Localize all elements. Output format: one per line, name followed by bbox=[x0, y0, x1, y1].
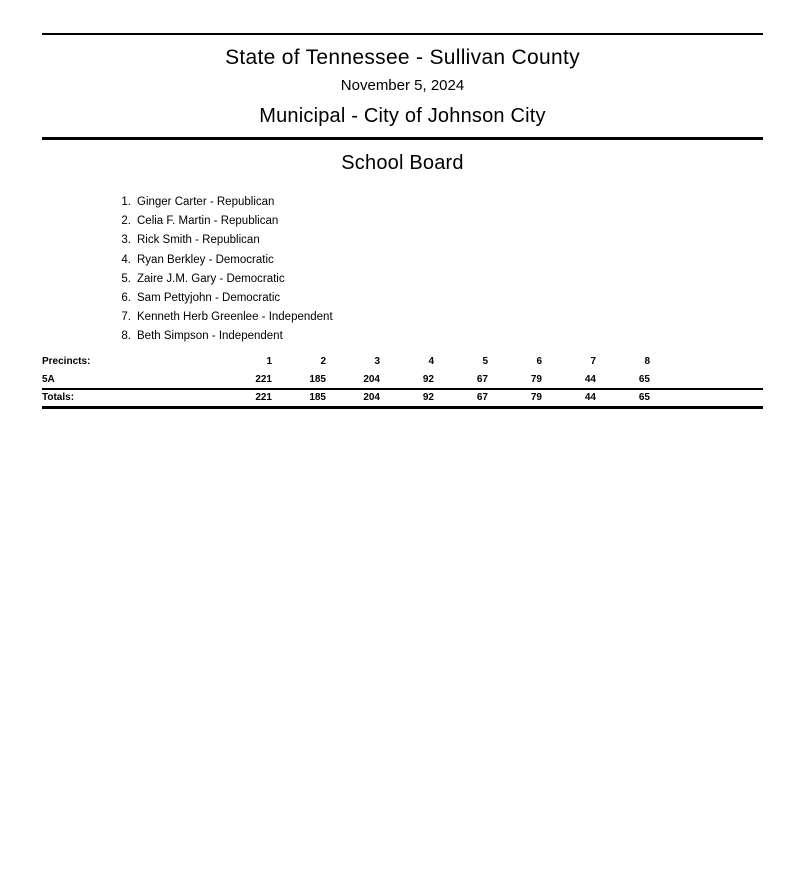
precinct-column-header: 3 bbox=[374, 356, 380, 368]
vote-count-cell: 185 bbox=[309, 373, 326, 385]
candidate-name: Celia F. Martin - Republican bbox=[137, 215, 279, 228]
totals-label: Totals: bbox=[42, 389, 218, 408]
election-date: November 5, 2024 bbox=[340, 77, 465, 94]
vote-count-cell: 79 bbox=[530, 373, 542, 385]
candidate-name: Kenneth Herb Greenlee - Independent bbox=[137, 311, 333, 324]
candidate-item bbox=[42, 308, 763, 327]
total-count-cell: 44 bbox=[542, 389, 596, 408]
precinct-column-header: 6 bbox=[536, 356, 542, 368]
candidate-item bbox=[42, 289, 763, 308]
candidate-number: 8. bbox=[121, 330, 131, 343]
vote-count-cell: 92 bbox=[422, 373, 434, 385]
precincts-header-row bbox=[42, 353, 763, 371]
candidate-list bbox=[42, 193, 763, 347]
report-page bbox=[0, 33, 795, 875]
candidate-number: 3. bbox=[121, 234, 131, 247]
filler-cell bbox=[650, 353, 763, 371]
total-count-cell: 221 bbox=[218, 389, 272, 408]
candidate-item bbox=[42, 270, 763, 289]
candidate-item bbox=[42, 231, 763, 250]
candidate-name: Zaire J.M. Gary - Democratic bbox=[137, 272, 285, 285]
filler-cell bbox=[650, 371, 763, 389]
total-count-cell: 204 bbox=[326, 389, 380, 408]
election-subtitle: Municipal - City of Johnson City bbox=[259, 105, 546, 127]
candidate-number: 6. bbox=[121, 292, 131, 305]
precinct-row-5a bbox=[42, 371, 763, 389]
candidate-item bbox=[42, 193, 763, 212]
candidate-item bbox=[42, 212, 763, 231]
vote-count-cell: 44 bbox=[584, 373, 596, 385]
vote-count-cell: 67 bbox=[476, 373, 488, 385]
vote-count-cell: 65 bbox=[638, 373, 650, 385]
results-table bbox=[42, 353, 763, 410]
precinct-column-header: 7 bbox=[590, 356, 596, 368]
vote-count-cell: 221 bbox=[255, 373, 272, 385]
candidate-name: Ginger Carter - Republican bbox=[137, 196, 275, 208]
precinct-column-header: 4 bbox=[428, 356, 434, 368]
report-content bbox=[42, 33, 763, 409]
precinct-column-header: 2 bbox=[320, 356, 326, 368]
filler-cell bbox=[650, 389, 763, 408]
report-header bbox=[42, 33, 763, 140]
total-count-cell: 79 bbox=[488, 389, 542, 408]
contest-title: School Board bbox=[341, 152, 464, 174]
candidate-number: 7. bbox=[121, 311, 131, 324]
candidate-name: Rick Smith - Republican bbox=[137, 234, 260, 247]
candidate-name: Ryan Berkley - Democratic bbox=[137, 253, 274, 266]
candidate-number: 1. bbox=[121, 196, 131, 208]
candidate-name: Sam Pettyjohn - Democratic bbox=[137, 292, 281, 305]
precinct-row-label: 5A bbox=[42, 373, 55, 385]
candidate-number: 4. bbox=[121, 253, 131, 266]
candidate-item bbox=[42, 251, 763, 270]
total-count-cell: 92 bbox=[380, 389, 434, 408]
candidate-number: 5. bbox=[121, 272, 131, 285]
precinct-column-header: 5 bbox=[482, 356, 488, 368]
totals-row bbox=[42, 389, 763, 408]
precincts-label: Precincts: bbox=[42, 356, 91, 368]
total-count-cell: 65 bbox=[596, 389, 650, 408]
vote-count-cell: 204 bbox=[363, 373, 380, 385]
total-count-cell: 67 bbox=[434, 389, 488, 408]
election-title: State of Tennessee - Sullivan County bbox=[225, 46, 580, 69]
precinct-column-header: 1 bbox=[266, 356, 272, 368]
candidate-name: Beth Simpson - Independent bbox=[137, 330, 283, 343]
candidate-number: 2. bbox=[121, 215, 131, 228]
total-count-cell: 185 bbox=[272, 389, 326, 408]
precinct-column-header: 8 bbox=[644, 356, 650, 368]
candidate-item bbox=[42, 327, 763, 346]
